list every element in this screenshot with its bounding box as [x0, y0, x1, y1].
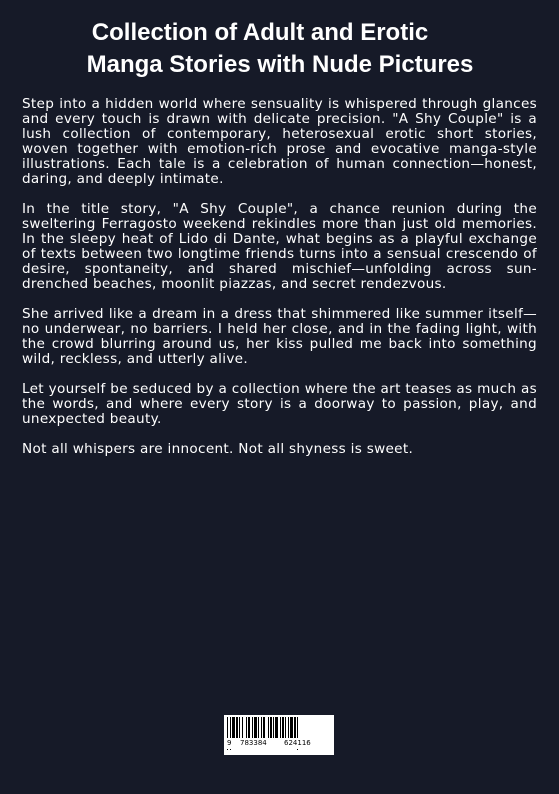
title-line-1: Collection of Adult and Erotic: [91, 19, 429, 46]
book-title: [30, 17, 530, 81]
blurb-tagline: Not all whispers are innocent. Not all shyness is sweet.: [22, 441, 414, 457]
blurb-paragraph-3: She arrived like a dream in a dress that shimmered like summer itself—no underwear, no barriers. I held her close, and in the fading light, with the crowd blurring around us, her kiss pulled me back into something wild, reckless, and utterly alive.: [22, 306, 537, 367]
barcode-group-left: 783384: [240, 739, 267, 747]
barcode-group-right: 624116: [284, 739, 311, 747]
blurb-paragraph-4: Let yourself be seduced by a collection where the art teases as much as the words, and where every story is a doorway to passion, play, and unexpected beauty.: [22, 381, 537, 427]
isbn-barcode: [224, 715, 334, 755]
barcode-digit-first: 9: [227, 739, 232, 747]
blurb: [22, 97, 537, 472]
blurb-paragraph-1: Step into a hidden world where sensuality is whispered through glances and every touch is drawn with delicate precision. "A Shy Couple" is a lush collection of contemporary, heterosexual erotic short stories, woven together with emotion-rich prose and evocative manga-style illustrations. Each tale is a celebration of human connection—honest, daring, and deeply intimate.: [22, 96, 537, 187]
blurb-paragraph-2: In the title story, "A Shy Couple", a chance reunion during the sweltering Ferragosto weekend rekindles more than just old memories. In the sleepy heat of Lido di Dante, what begins as a playful exchange of texts between two longtime friends turns into a sensual crescendo of desire, spontaneity, and shared mischief—unfolding across sun-drenched beaches, moonlit piazzas, and secret rendezvous.: [22, 201, 537, 292]
title-line-2: Manga Stories with Nude Pictures: [86, 51, 474, 78]
barcode-bars: [224, 715, 334, 755]
